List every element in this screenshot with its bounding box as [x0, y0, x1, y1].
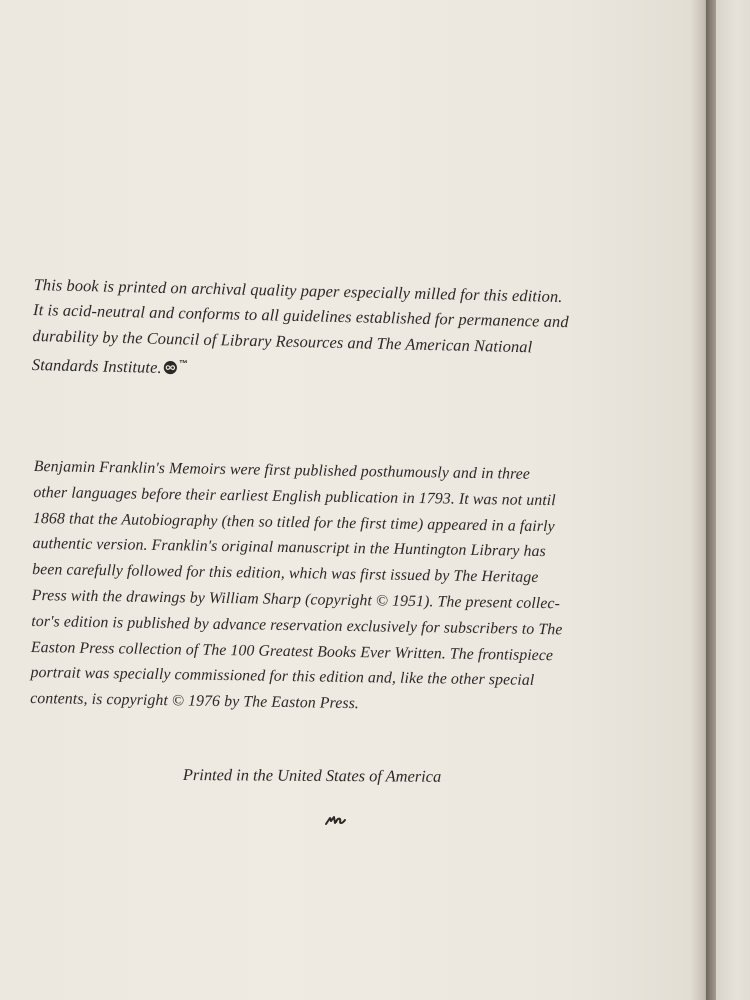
printed-in-usa: Printed in the United States of America: [182, 765, 442, 786]
paper-notice: [32, 272, 644, 393]
notice-line: This book is printed on archival quality paper especially milled for this edition.: [33, 274, 563, 306]
history-line: tor's edition is published by advance reservation exclusively for subscribers to The: [31, 612, 563, 639]
history-line: portrait was specially commissioned for this edition and, like the other special: [30, 664, 535, 690]
notice-line: durability by the Council of Library Resources and The American National: [32, 325, 533, 357]
history-line: other languages before their earliest English publication in 1793. It was not until: [33, 483, 556, 509]
printer-mark-icon: [324, 812, 348, 830]
history-line: Press with the drawings by William Sharp (copyright © 1951). The present collec-: [31, 586, 561, 613]
history-line: Benjamin Franklin's Memoirs were first published posthumously and in three: [33, 457, 531, 483]
publication-history: [30, 454, 644, 722]
infinity-circle-icon: [162, 357, 178, 383]
history-line: Easton Press collection of The 100 Greatest Books Ever Written. The frontispiece: [30, 638, 554, 664]
notice-line: It is acid-neutral and conforms to all guidelines established for permanence and: [32, 300, 569, 332]
trademark-symbol: ™: [178, 358, 188, 369]
history-line: authentic version. Franklin's original manuscript in the Huntington Library has: [32, 535, 546, 561]
book-gutter: [706, 0, 716, 1000]
history-line: contents, is copyright © 1976 by The Easton Press.: [30, 690, 360, 713]
notice-line-text: Standards Institute.: [31, 355, 162, 378]
history-line: 1868 that the Autobiography (then so titled for the first time) appeared in a fairly: [32, 509, 555, 535]
history-line: been carefully followed for this edition, which was first issued by The Heritage: [32, 561, 539, 587]
adjacent-page-edge: [716, 0, 750, 1000]
